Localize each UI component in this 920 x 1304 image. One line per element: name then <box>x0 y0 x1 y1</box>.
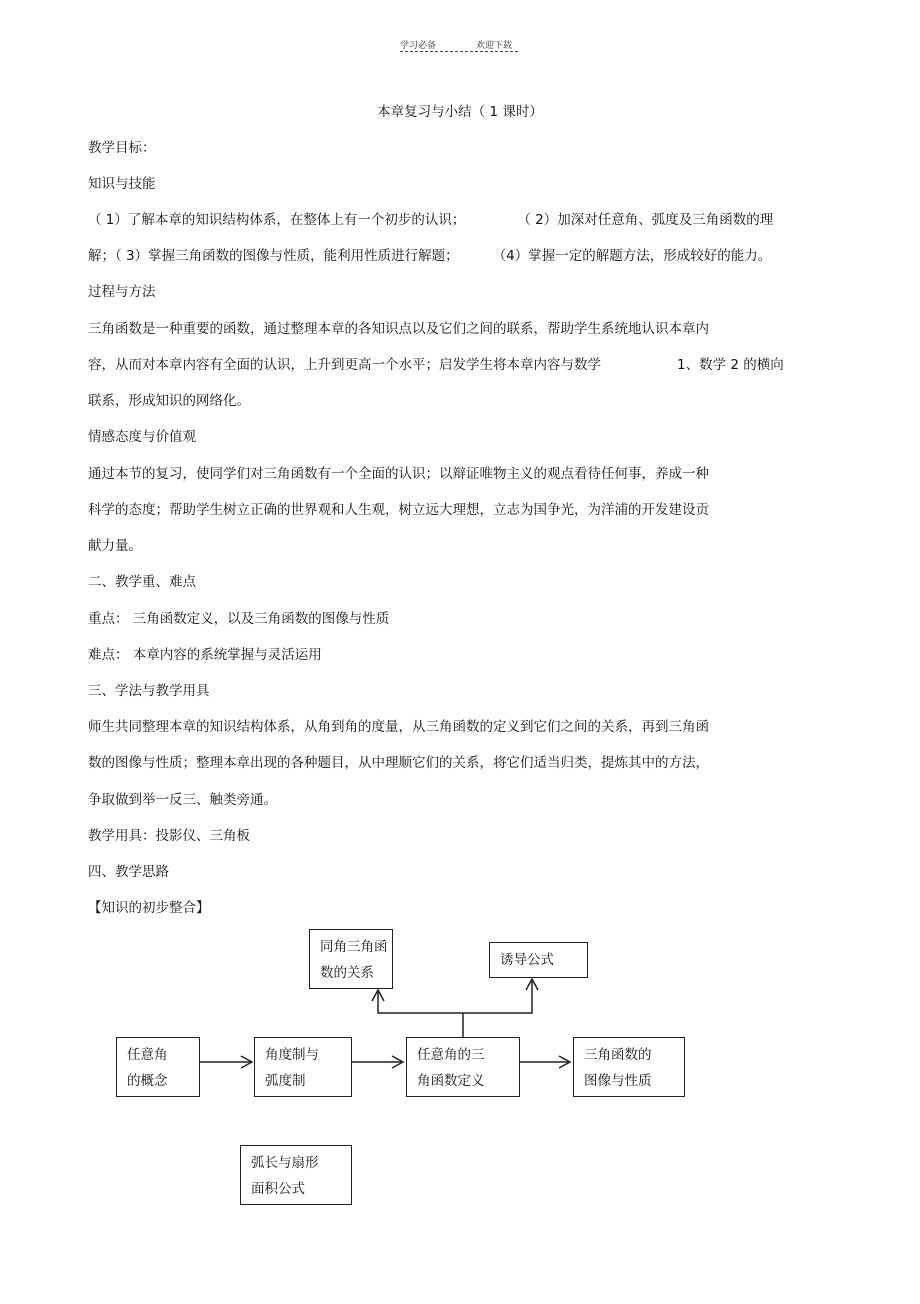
box-trig-graph-properties <box>573 1037 685 1097</box>
connector-branch <box>378 981 532 1013</box>
key-point-line: 重点： 三角函数定义，以及三角函数的图像与性质 <box>88 611 390 627</box>
box-induction-line-1: 诱导公式 <box>500 952 554 968</box>
emotion-line-1: 通过本节的复习，使同学们对三角函数有一个全面的认识；以辩证唯物主义的观点看待任何事，养成一种 <box>88 466 709 482</box>
skill-heading: 知识与技能 <box>88 176 156 192</box>
box-same-angle-relations <box>309 929 393 989</box>
box-trig-definition <box>406 1037 520 1097</box>
skill-line-1a: （ 1）了解本章的知识结构体系，在整体上有一个初步的认识； <box>88 212 466 228</box>
box-arc-line-1: 弧长与扇形 <box>251 1155 319 1171</box>
methods-heading: 三、学法与教学用具 <box>88 683 210 699</box>
process-heading: 过程与方法 <box>88 284 156 300</box>
teaching-goal-heading: 教学目标： <box>88 140 156 156</box>
box-arc-sector-formulas <box>240 1145 352 1205</box>
header-left: 学习必备 <box>400 41 437 51</box>
methods-line-3: 争取做到举一反三、触类旁通。 <box>88 792 277 808</box>
page-title: 本章复习与小结（ 1 课时） <box>377 104 543 120</box>
knowledge-integration-heading: 【知识的初步整合】 <box>88 900 210 916</box>
teaching-tools-line: 教学用具：投影仪、三角板 <box>88 828 250 844</box>
box-concept-line-2: 的概念 <box>127 1073 168 1089</box>
methods-line-2: 数的图像与性质；整理本章出现的各种题目，从中理顺它们的关系，将它们适当归类，提炼其中的方法， <box>88 755 709 771</box>
box-degree-line-1: 角度制与 <box>265 1047 319 1063</box>
process-line-3: 联系，形成知识的网络化。 <box>88 393 250 409</box>
emotion-line-2: 科学的态度；帮助学生树立正确的世界观和人生观，树立远大理想，立志为国争光，为洋浦的开发建设贡 <box>88 502 709 518</box>
skill-line-2b: （4）掌握一定的解题方法，形成较好的能力。 <box>492 248 772 264</box>
box-arbitrary-angle-concept <box>116 1037 200 1097</box>
process-line-2a: 容，从而对本章内容有全面的认识，上升到更高一个水平；启发学生将本章内容与数学 <box>88 357 601 373</box>
process-line-1: 三角函数是一种重要的函数，通过整理本章的各知识点以及它们之间的联系，帮助学生系统地认识本章内 <box>88 321 709 337</box>
box-graph-line-1: 三角函数的 <box>584 1047 652 1063</box>
box-definition-line-1: 任意角的三 <box>417 1047 485 1063</box>
box-definition-line-2: 角函数定义 <box>417 1073 485 1089</box>
box-graph-line-2: 图像与性质 <box>584 1073 652 1089</box>
teaching-ideas-heading: 四、教学思路 <box>88 864 169 880</box>
methods-line-1: 师生共同整理本章的知识结构体系，从角到角的度量，从三角函数的定义到它们之间的关系，再到三角函 <box>88 719 709 735</box>
process-line-2b: 1、数学 2 的横向 <box>677 357 784 373</box>
box-arc-line-2: 面积公式 <box>251 1181 305 1197</box>
difficulty-line: 难点： 本章内容的系统掌握与灵活运用 <box>88 647 322 663</box>
box-degree-line-2: 弧度制 <box>265 1073 306 1089</box>
emotion-heading: 情感态度与价值观 <box>88 429 196 445</box>
key-points-heading: 二、教学重、难点 <box>88 574 196 590</box>
skill-line-2a: 解；（ 3）掌握三角函数的图像与性质，能利用性质进行解题； <box>88 248 459 264</box>
box-degree-radian <box>254 1037 352 1097</box>
box-same-angle-line-1: 同角三角函 <box>320 939 388 955</box>
box-concept-line-1: 任意角 <box>127 1047 168 1063</box>
skill-line-1b: （ 2）加深对任意角、弧度及三角函数的理 <box>517 212 774 228</box>
header-right: 欢迎下载 <box>476 41 513 51</box>
box-same-angle-line-2: 数的关系 <box>320 965 374 981</box>
box-induction-formulas <box>489 942 588 978</box>
emotion-line-3: 献力量。 <box>88 538 142 554</box>
